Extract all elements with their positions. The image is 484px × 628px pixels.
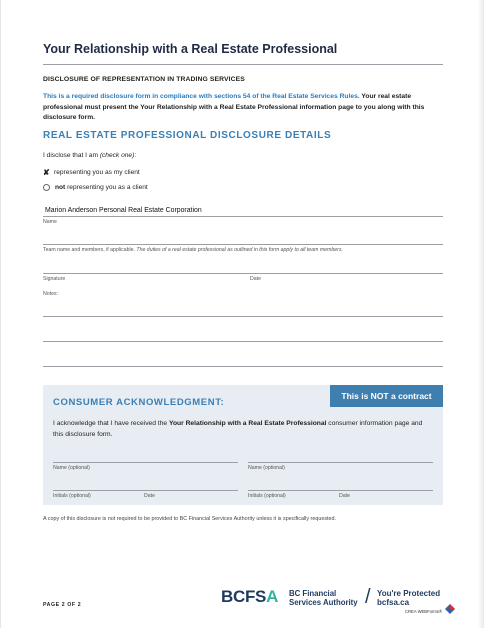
signature-date-label: Date: [250, 276, 261, 282]
bcfsa-website[interactable]: bcfsa.ca: [377, 598, 410, 607]
disclose-hint: (check one): [99, 152, 135, 159]
consumer1-name-line[interactable]: [53, 462, 238, 463]
signature-label: Signature: [43, 276, 66, 282]
consumer1-initials-label: Initials (optional): [53, 493, 91, 499]
consumer2-name-line[interactable]: [248, 462, 433, 463]
consumer1-date-label: Date: [144, 493, 155, 499]
crea-webforms-label: CREA WEBForms®: [405, 609, 443, 614]
page-number: PAGE 2 OF 2: [43, 602, 82, 608]
protected-line: You're Protected: [377, 589, 441, 598]
acknowledgment-text: [53, 419, 433, 440]
consumer2-name-label: Name (optional): [248, 465, 285, 471]
notes-line-3[interactable]: [43, 366, 443, 367]
ack-title: Your Relationship with a Real Estate Professional: [169, 420, 327, 427]
bcfsa-name-line-1: BC Financial: [289, 589, 337, 598]
logo-slash: /: [365, 586, 371, 608]
ack-prefix: I acknowledge that I have received the: [53, 420, 169, 427]
disclose-suffix: :: [134, 152, 137, 159]
consumer-heading: CONSUMER ACKNOWLEDGMENT:: [53, 397, 225, 408]
title-divider: [43, 64, 443, 65]
intro-paragraph: [43, 92, 445, 124]
disclose-statement: [43, 152, 136, 159]
name-line: [43, 216, 443, 217]
ack-suffix: consumer information page and this disclosure form.: [53, 420, 423, 438]
protected-tagline: [377, 589, 440, 607]
consumer2-initials-label: Initials (optional): [248, 493, 286, 499]
page-edge-shadow: [478, 0, 484, 628]
team-line: [43, 244, 443, 245]
option-not-client[interactable]: [43, 184, 148, 191]
not-client-text: representing you as a client: [65, 184, 148, 191]
team-label-note: The duties of a real estate professional as outlined in this form apply to all team members.: [134, 247, 343, 253]
name-value[interactable]: Marion Anderson Personal Real Estate Corporation: [45, 207, 202, 214]
crea-logo-icon: [445, 604, 455, 614]
disclose-prefix: I disclose that I am: [43, 152, 100, 159]
footer-note: A copy of this disclosure is not required to be provided to BC Financial Services Authority unless it is specifically requested.: [43, 516, 337, 522]
intro-required-text: This is a required disclosure form in compliance with sections 54 of the Real Estate Services Rules.: [43, 93, 360, 100]
option-client-label: representing you as my client: [54, 169, 140, 176]
signature-line: [43, 273, 443, 274]
consumer1-name-label: Name (optional): [53, 465, 90, 471]
intro-instruction-text: Your real estate professional must present the Your Relationship with a Real Estate Professional information page to you along with this disclosure form.: [43, 93, 425, 121]
logo-letters: BCFS: [221, 587, 267, 606]
page-title: Your Relationship with a Real Estate Professional: [43, 42, 338, 56]
section-label: DISCLOSURE OF REPRESENTATION IN TRADING SERVICES: [43, 76, 245, 83]
notes-label: Notes:: [43, 291, 58, 297]
option-client[interactable]: [43, 169, 140, 176]
option-not-client-label: [55, 184, 148, 191]
name-label: Name: [43, 219, 57, 225]
bcfsa-full-name: [289, 589, 358, 607]
details-heading: REAL ESTATE PROFESSIONAL DISCLOSURE DETAILS: [43, 130, 332, 141]
checked-x-icon[interactable]: ✘: [43, 167, 50, 177]
not-emphasis: not: [55, 184, 66, 191]
unchecked-circle-icon[interactable]: [43, 184, 50, 191]
bcfsa-logo: [221, 587, 278, 607]
consumer2-initials-line[interactable]: [248, 490, 433, 491]
logo-accent-letter: A: [266, 587, 279, 606]
notes-line-2[interactable]: [43, 341, 443, 342]
notes-line-1[interactable]: [43, 316, 443, 317]
team-label: [43, 247, 343, 253]
not-contract-badge: This is NOT a contract: [330, 385, 443, 407]
consumer1-initials-line[interactable]: [53, 490, 238, 491]
consumer2-date-label: Date: [339, 493, 350, 499]
team-label-text: Team name and members, if applicable.: [43, 247, 135, 253]
bcfsa-name-line-2: Services Authority: [289, 598, 358, 607]
